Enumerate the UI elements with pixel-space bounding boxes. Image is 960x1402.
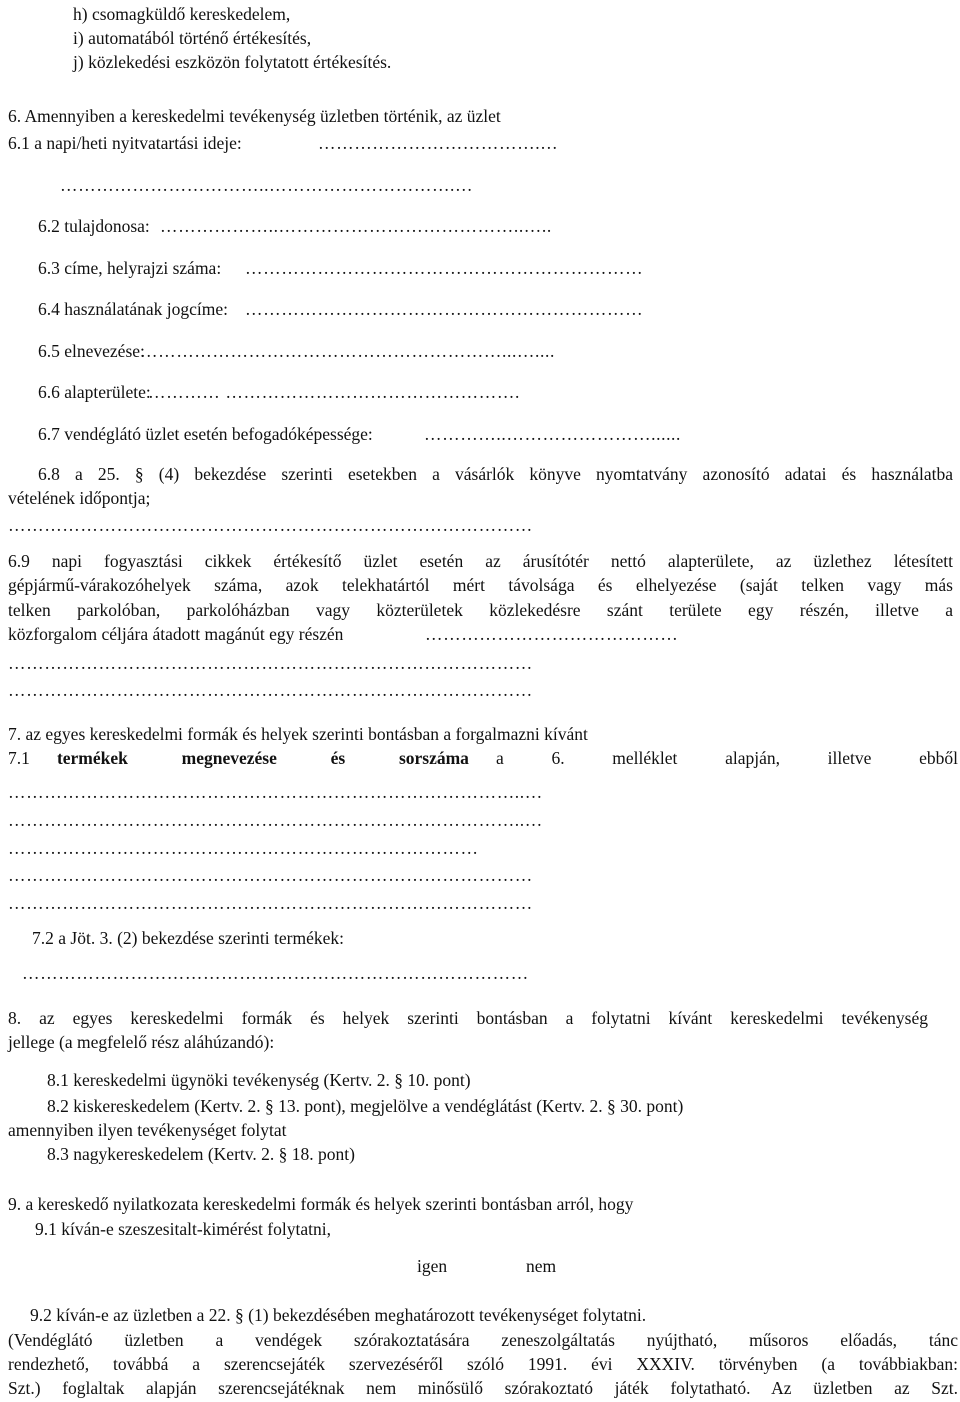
- item-6-2-fill: ………………..…………………………………..…..: [160, 216, 552, 236]
- item-7-fill-2: …………………………………………………………………………..…: [8, 810, 543, 830]
- section-6-heading: 6. Amennyiben a kereskedelmi tevékenység üzletben történik, az üzlet: [8, 106, 501, 126]
- item-9-1: 9.1 kíván-e szeszesitalt-kimérést folytatni,: [35, 1219, 331, 1239]
- item-9-2-note-line-2: rendezhető, továbbá a szerencsejáték szervezéséről szóló 1991. évi XXXIV. törvényben (a továbbiakban:: [8, 1354, 958, 1374]
- item-8-1: 8.1 kereskedelmi ügynöki tevékenység (Kertv. 2. § 10. pont): [47, 1070, 471, 1090]
- item-6-5-fill: ……………………………………………………...…....: [140, 341, 555, 361]
- item-6-1-fill-2: ……………………………..………………………….…: [60, 175, 474, 195]
- section-7-heading: 7. az egyes kereskedelmi formák és helyek szerinti bontásban a forgalmazni kívánt: [8, 724, 588, 744]
- item-6-4-fill: …………………………………………………………: [245, 299, 644, 319]
- item-7-2-fill: …………………………………………………………………………: [22, 963, 529, 983]
- item-7-1-rest: a 6. melléklet alapján, illetve ebből: [496, 748, 958, 768]
- item-7-2-label: 7.2 a Jöt. 3. (2) bekezdése szerinti termékek:: [32, 928, 344, 948]
- list-item-i: i) automatából történő értékesítés,: [73, 28, 312, 48]
- item-7-1-number: 7.1: [8, 748, 30, 768]
- item-6-8-line-2: vételének időpontja;: [8, 488, 151, 508]
- item-8-2-continuation: amennyiben ilyen tevékenységet folytat: [8, 1120, 287, 1140]
- item-6-3-label: 6.3 címe, helyrajzi száma:: [38, 258, 222, 278]
- option-nem: nem: [526, 1256, 557, 1276]
- item-6-9-fill-1: ……………………………………: [425, 624, 679, 644]
- item-9-2-note-line-1: (Vendéglátó üzletben a vendégek szórakoztatására zeneszolgáltatás nyújtható, műsoros előadás, tánc: [8, 1330, 958, 1350]
- item-6-7-label: 6.7 vendéglátó üzlet esetén befogadóképessége:: [38, 424, 373, 444]
- item-6-1-fill: ……………………………….…: [318, 133, 559, 153]
- section-9-heading: 9. a kereskedő nyilatkozata kereskedelmi formák és helyek szerinti bontásban arról, hogy: [8, 1194, 634, 1214]
- item-7-fill-1: …………………………………………………………………………..…: [8, 782, 543, 802]
- item-6-2-label: 6.2 tulajdonosa:: [38, 216, 150, 236]
- item-6-9-fill-2: ……………………………………………………………………………: [8, 653, 533, 673]
- item-7-fill-5: ……………………………………………………………………………: [8, 893, 533, 913]
- list-item-h: h) csomagküldő kereskedelem,: [73, 4, 291, 24]
- item-6-7-fill: …………..……………………......: [424, 424, 681, 444]
- item-6-1-label: 6.1 a napi/heti nyitvatartási ideje:: [8, 133, 242, 153]
- item-6-8-fill: ……………………………………………………………………………: [8, 515, 533, 535]
- item-7-1-line: [8, 746, 958, 770]
- item-6-5-label: 6.5 elnevezése:: [38, 341, 145, 361]
- item-9-2-note-line-3: Szt.) foglaltak alapján szerencsejátéknak nem minősülő szórakoztató játék folytatható. Az üzletben az Szt.: [8, 1378, 958, 1398]
- item-6-8-line-1: 6.8 a 25. § (4) bekezdése szerinti esetekben a vásárlók könyve nyomtatvány azonosító adatai és használatba: [38, 464, 953, 484]
- item-6-9-fill-3: ……………………………………………………………………………: [8, 680, 533, 700]
- item-6-3-fill: …………………………………………………………: [245, 258, 644, 278]
- item-6-9-line-1: 6.9 napi fogyasztási cikkek értékesítő üzlet esetén az árusítótér nettó alapterülete, az üzlethez létesített: [8, 551, 953, 571]
- section-8-line-1: 8. az egyes kereskedelmi formák és helyek szerinti bontásban a folytatni kívánt kereskedelmi tevékenység: [8, 1008, 928, 1028]
- item-7-fill-4: ……………………………………………………………………………: [8, 865, 533, 885]
- item-6-4-label: 6.4 használatának jogcíme:: [38, 299, 228, 319]
- item-6-6-fill: ………… ………………………………………….: [148, 382, 520, 402]
- item-7-1-bold: termékek megnevezése és sorszáma: [56, 748, 469, 768]
- item-6-9-line-3: telken parkolóban, parkolóházban vagy közterületek közlekedésre szánt területe egy részén, illetve a: [8, 600, 953, 620]
- item-6-9-line-2: gépjármű-várakozóhelyek száma, azok telekhatártól mért távolsága és elhelyezése (saját telken vagy más: [8, 575, 953, 595]
- item-8-3: 8.3 nagykereskedelem (Kertv. 2. § 18. pont): [47, 1144, 355, 1164]
- list-item-j: j) közlekedési eszközön folytatott értékesítés.: [73, 52, 392, 72]
- item-9-2: 9.2 kíván-e az üzletben a 22. § (1) bekezdésében meghatározott tevékenységet folytatni.: [30, 1305, 647, 1325]
- item-6-9-line-4: közforgalom céljára átadott magánút egy részén: [8, 624, 344, 644]
- option-igen: igen: [417, 1256, 448, 1276]
- item-6-6-label: 6.6 alapterülete:: [38, 382, 151, 402]
- item-7-fill-3: ……………………………………………………………………: [8, 838, 479, 858]
- section-8-line-2: jellege (a megfelelő rész aláhúzandó):: [8, 1032, 275, 1052]
- item-8-2: 8.2 kiskereskedelem (Kertv. 2. § 13. pont), megjelölve a vendéglátást (Kertv. 2. § 30. pont): [47, 1096, 684, 1116]
